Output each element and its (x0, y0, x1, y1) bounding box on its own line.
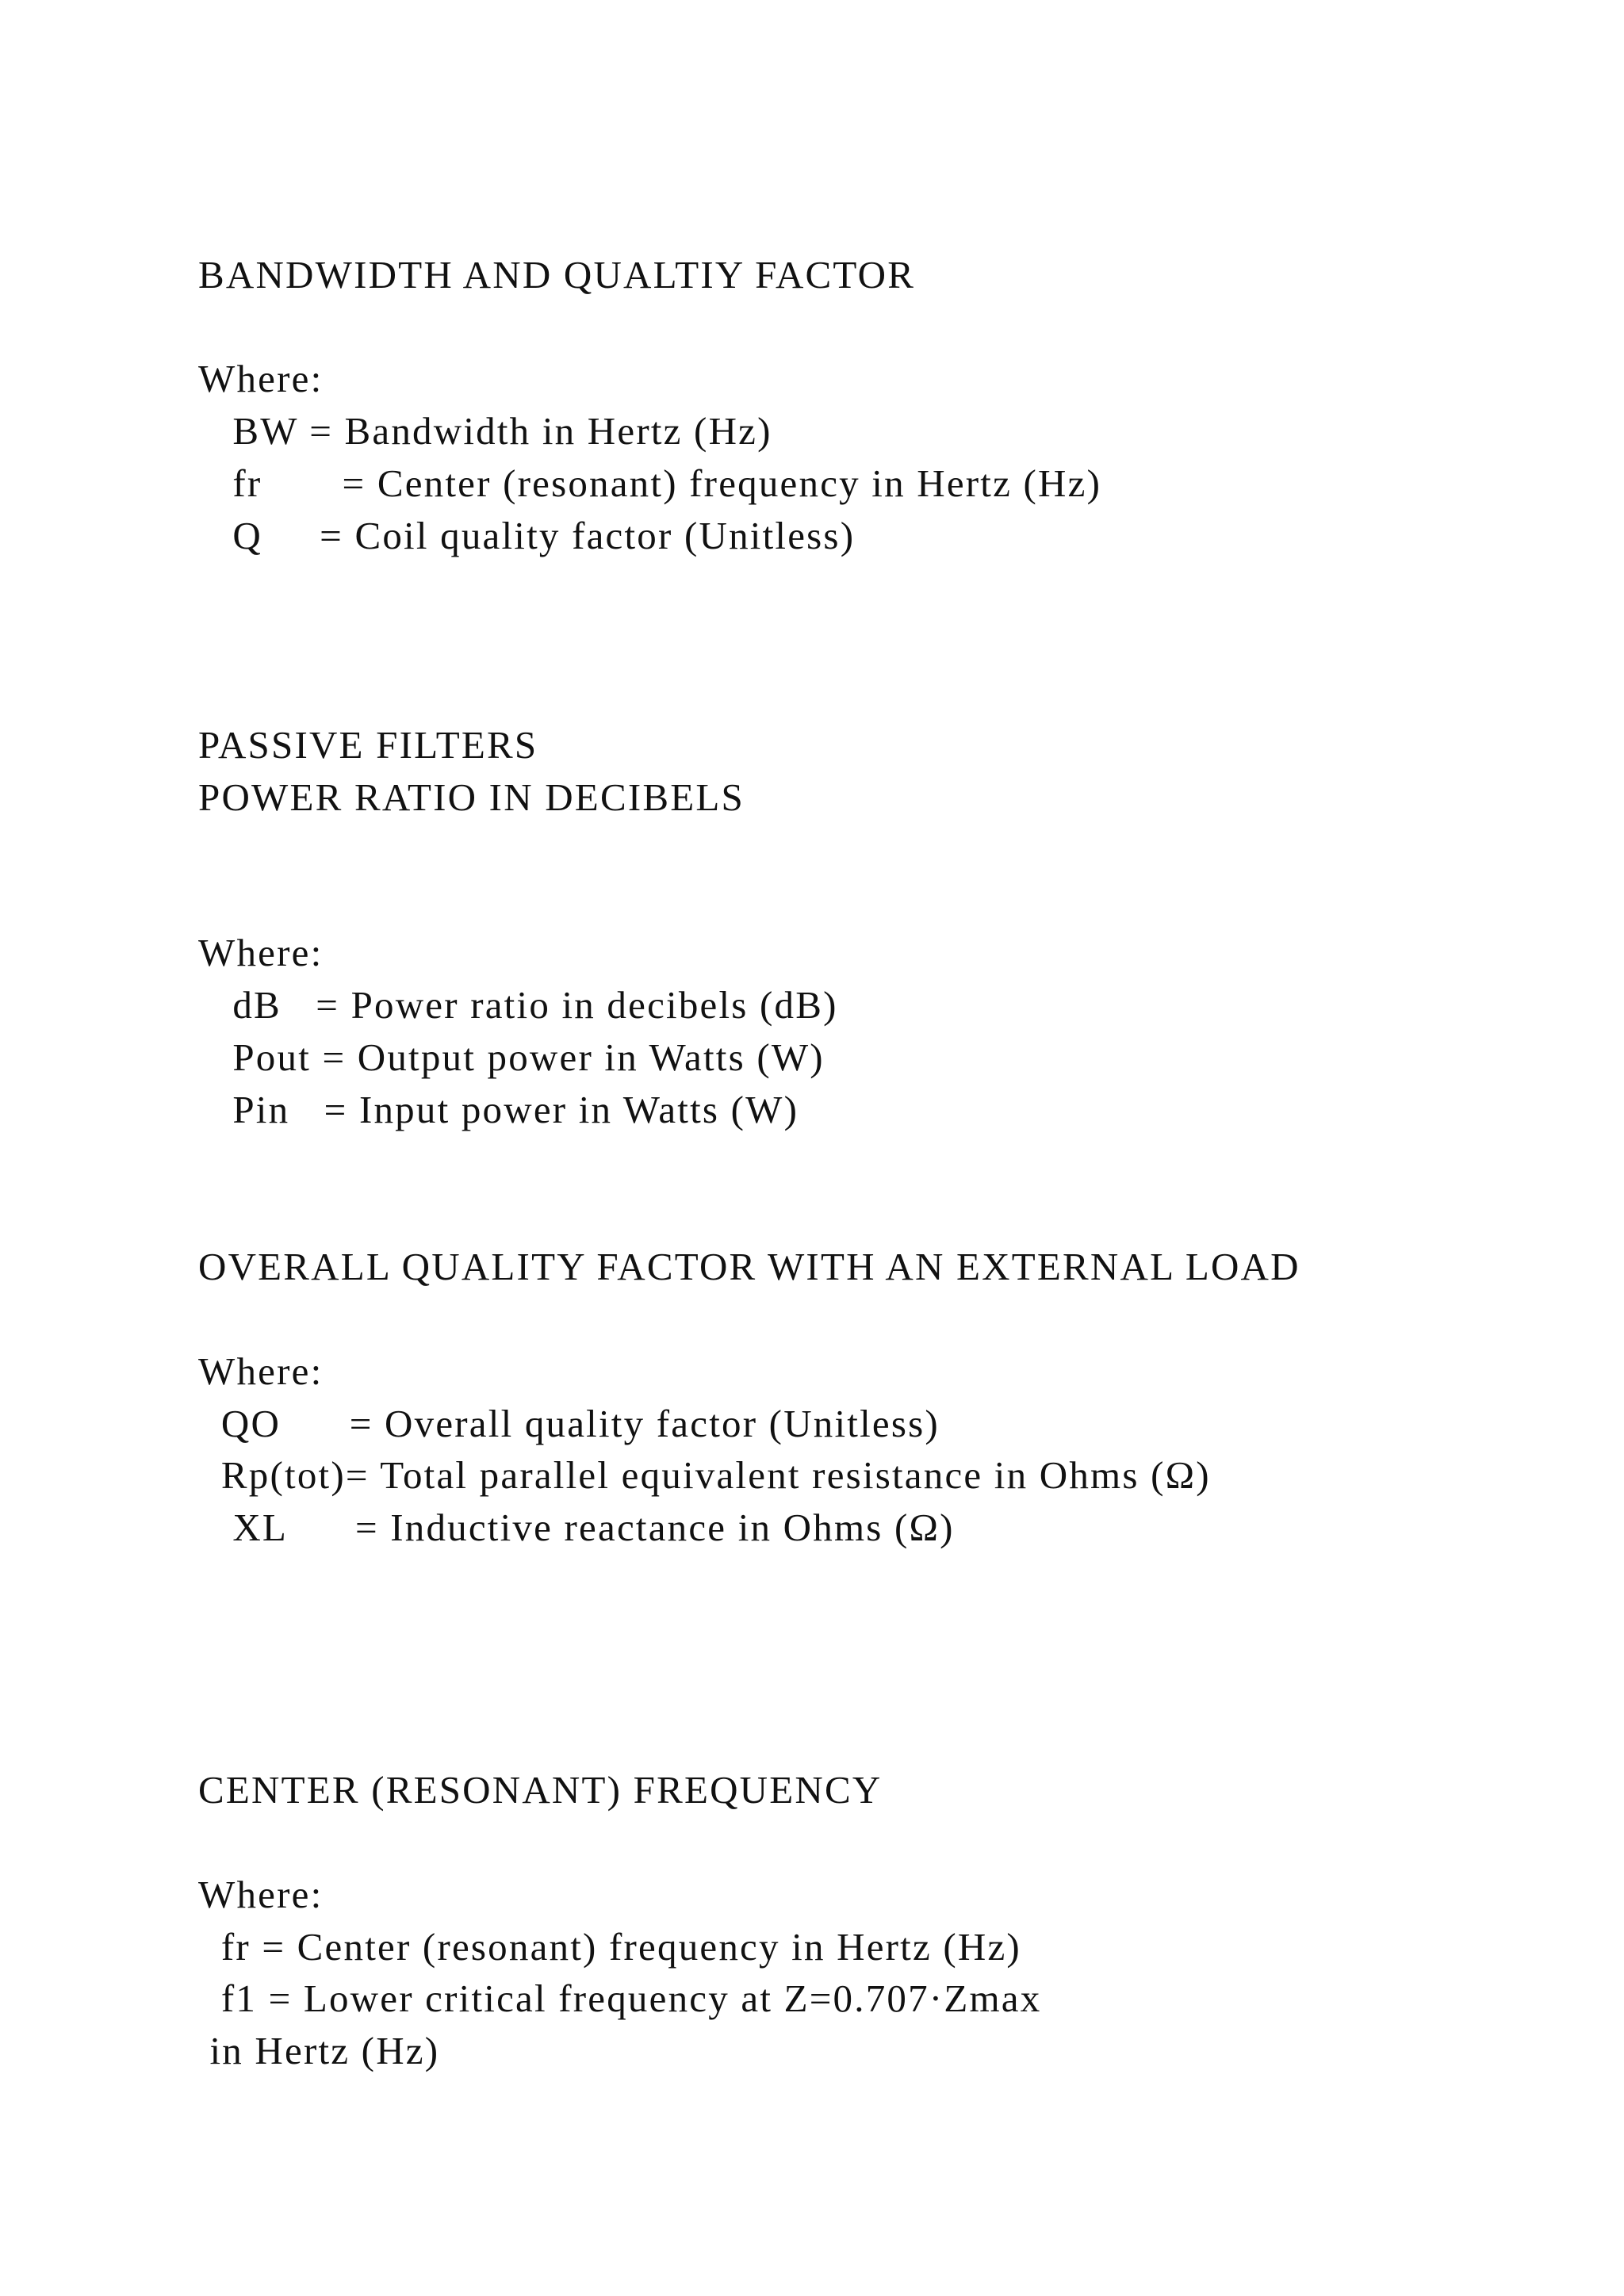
where-label: Where: (198, 931, 324, 974)
where-label: Where: (198, 1349, 324, 1393)
definition-f1: f1 = Lower critical frequency at Z=0.707·Zmax (198, 1976, 1042, 2020)
definition-pout: Pout = Output power in Watts (W) (198, 1035, 825, 1079)
where-label: Where: (198, 1873, 324, 1916)
definition-pin: Pin = Input power in Watts (W) (198, 1088, 799, 1131)
definition-bw: BW = Bandwidth in Hertz (Hz) (198, 409, 772, 453)
bandwidth-heading: BANDWIDTH AND QUALTIY FACTOR (198, 253, 916, 297)
definition-f1-units: in Hertz (Hz) (198, 2029, 440, 2072)
where-label: Where: (198, 357, 324, 400)
definition-fr: fr = Center (resonant) frequency in Hertz (Hz) (198, 1925, 1021, 1969)
definition-rp-tot: Rp(tot)= Total parallel equivalent resistance in Ohms (Ω) (198, 1453, 1211, 1497)
passive-filters-heading: PASSIVE FILTERS (198, 723, 538, 767)
center-frequency-heading: CENTER (RESONANT) FREQUENCY (198, 1768, 883, 1812)
definition-fr: fr = Center (resonant) frequency in Hertz (Hz) (198, 461, 1102, 505)
power-ratio-heading: POWER RATIO IN DECIBELS (198, 775, 745, 819)
definition-q: Q = Coil quality factor (Unitless) (198, 514, 856, 557)
definition-db: dB = Power ratio in decibels (dB) (198, 983, 838, 1027)
definition-qo: QO = Overall quality factor (Unitless) (198, 1402, 940, 1445)
overall-quality-heading: OVERALL QUALITY FACTOR WITH AN EXTERNAL LOAD (198, 1245, 1300, 1288)
definition-xl: XL = Inductive reactance in Ohms (Ω) (198, 1506, 955, 1549)
